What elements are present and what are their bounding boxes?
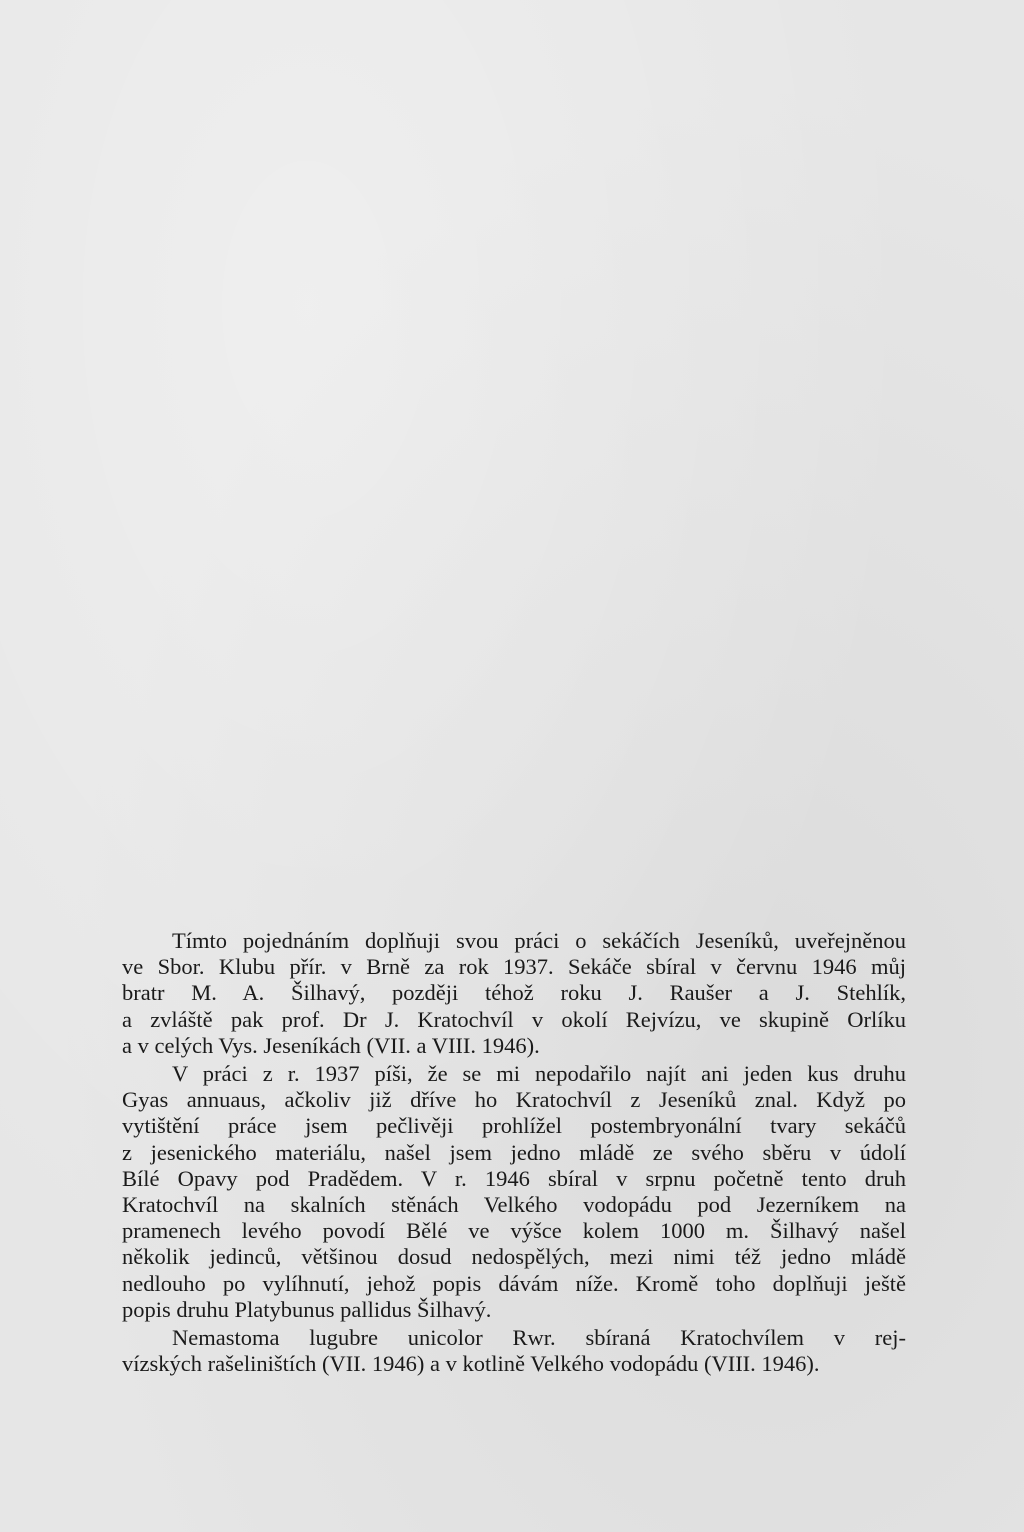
body-text	[122, 928, 906, 1377]
paragraph-intro	[122, 928, 906, 1059]
text-line: z jesenického materiálu, našel jsem jedno mládě ze svého sběru v údolí	[122, 1139, 906, 1165]
text-line: vízských rašeliništích (VII. 1946) a v kotlině Velkého vodopádu (VIII. 1946).	[122, 1351, 820, 1377]
paragraph-nemastoma	[122, 1325, 906, 1377]
paragraph-gyas	[122, 1061, 906, 1323]
text-line: ve Sbor. Klubu přír. v Brně za rok 1937. Sekáče sbíral v červnu 1946 můj	[122, 954, 906, 980]
text-line: Bílé Opavy pod Pradědem. V r. 1946 sbíral v srpnu početně tento druh	[122, 1165, 906, 1191]
text-line: několik jedinců, většinou dosud nedospělých, mezi nimi též jedno mládě	[122, 1244, 906, 1270]
text-line: Nemastoma lugubre unicolor Rwr. sbíraná Kratochvílem v rej-	[172, 1325, 906, 1351]
text-line: Gyas annuaus, ačkoliv již dříve ho Kratochvíl z Jeseníků znal. Když po	[122, 1087, 906, 1113]
text-line: vytištění práce jsem pečlivěji prohlížel postembryonální tvary sekáčů	[122, 1113, 906, 1139]
text-line: pramenech levého povodí Bělé ve výšce kolem 1000 m. Šilhavý našel	[122, 1218, 906, 1244]
text-line: nedlouho po vylíhnutí, jehož popis dávám níže. Kromě toho doplňuji ještě	[122, 1270, 906, 1296]
text-line: a v celých Vys. Jeseníkách (VII. a VIII. 1946).	[122, 1032, 540, 1058]
text-line: popis druhu Platybunus pallidus Šilhavý.	[122, 1296, 492, 1322]
text-line: Tímto pojednáním doplňuji svou práci o sekáčích Jeseníků, uveřejněnou	[172, 928, 906, 953]
text-line: bratr M. A. Šilhavý, později téhož roku J. Raušer a J. Stehlík,	[122, 980, 906, 1006]
text-line: Kratochvíl na skalních stěnách Velkého vodopádu pod Jezerníkem na	[122, 1192, 906, 1218]
text-line: V práci z r. 1937 píši, že se mi nepodařilo najít ani jeden kus druhu	[172, 1061, 906, 1087]
text-line: a zvláště pak prof. Dr J. Kratochvíl v okolí Rejvízu, ve skupině Orlíku	[122, 1006, 906, 1032]
